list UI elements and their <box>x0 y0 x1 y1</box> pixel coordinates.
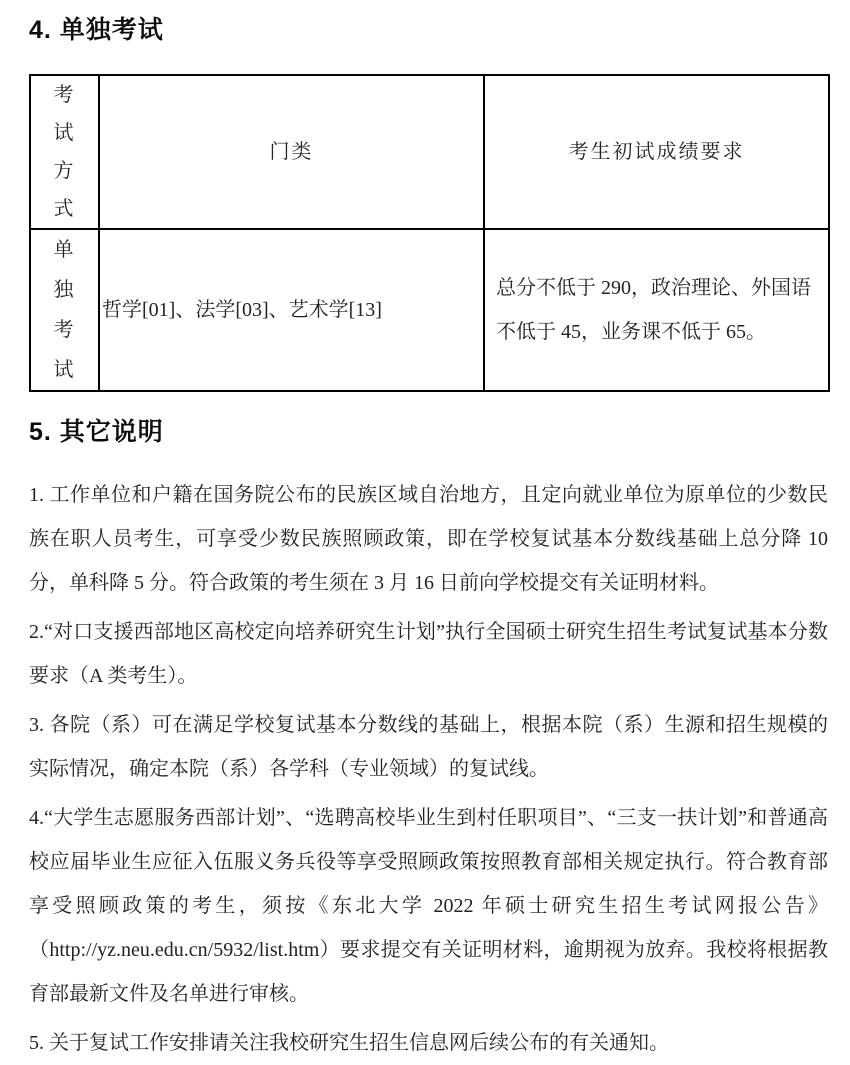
section-4-heading: 4. 单独考试 <box>29 16 164 44</box>
exam-table-data-row <box>30 229 829 391</box>
cell-exam-method: 单独考试 <box>30 229 99 391</box>
exam-table-header-row <box>30 75 829 229</box>
other-notes-list <box>29 473 828 1065</box>
separate-exam-table <box>29 74 830 392</box>
note-item-4: 4.“大学生志愿服务西部计划”、“选聘高校毕业生到村任职项目”、“三支一扶计划”和普通高校应届毕业生应征入伍服义务兵役等享受照顾政策按照教育部相关规定执行。符合教育部享受照顾政策的考生，须按《东北大学 2022 年硕士研究生招生考试网报公告》（http://yz.neu.edu.cn/5932/list.htm）要求提交有关证明材料，逾期视为放弃。我校将根据教育部最新文件及名单进行审核。 <box>29 807 828 1005</box>
cell-score-requirements: 总分不低于 290，政治理论、外国语不低于 45，业务课不低于 65。 <box>484 229 829 391</box>
header-exam-method: 考试方式 <box>30 75 99 229</box>
note-item-2: 2.“对口支援西部地区高校定向培养研究生计划”执行全国硕士研究生招生考试复试基本分数要求（A 类考生）。 <box>29 621 828 687</box>
note-item-3: 3. 各院（系）可在满足学校复试基本分数线的基础上，根据本院（系）生源和招生规模的实际情况，确定本院（系）各学科（专业领域）的复试线。 <box>29 714 828 780</box>
section-5-heading: 5. 其它说明 <box>29 418 164 446</box>
header-score-requirement: 考生初试成绩要求 <box>484 75 829 229</box>
header-category: 门类 <box>99 75 484 229</box>
cell-categories: 哲学[01]、法学[03]、艺术学[13] <box>99 229 484 391</box>
note-item-1: 1. 工作单位和户籍在国务院公布的民族区域自治地方，且定向就业单位为原单位的少数民族在职人员考生，可享受少数民族照顾政策，即在学校复试基本分数线基础上总分降 10 分，单科降 5 分。符合政策的考生须在 3 月 16 日前向学校提交有关证明材料。 <box>29 484 828 594</box>
note-item-5: 5. 关于复试工作安排请关注我校研究生招生信息网后续公布的有关通知。 <box>29 1032 669 1054</box>
